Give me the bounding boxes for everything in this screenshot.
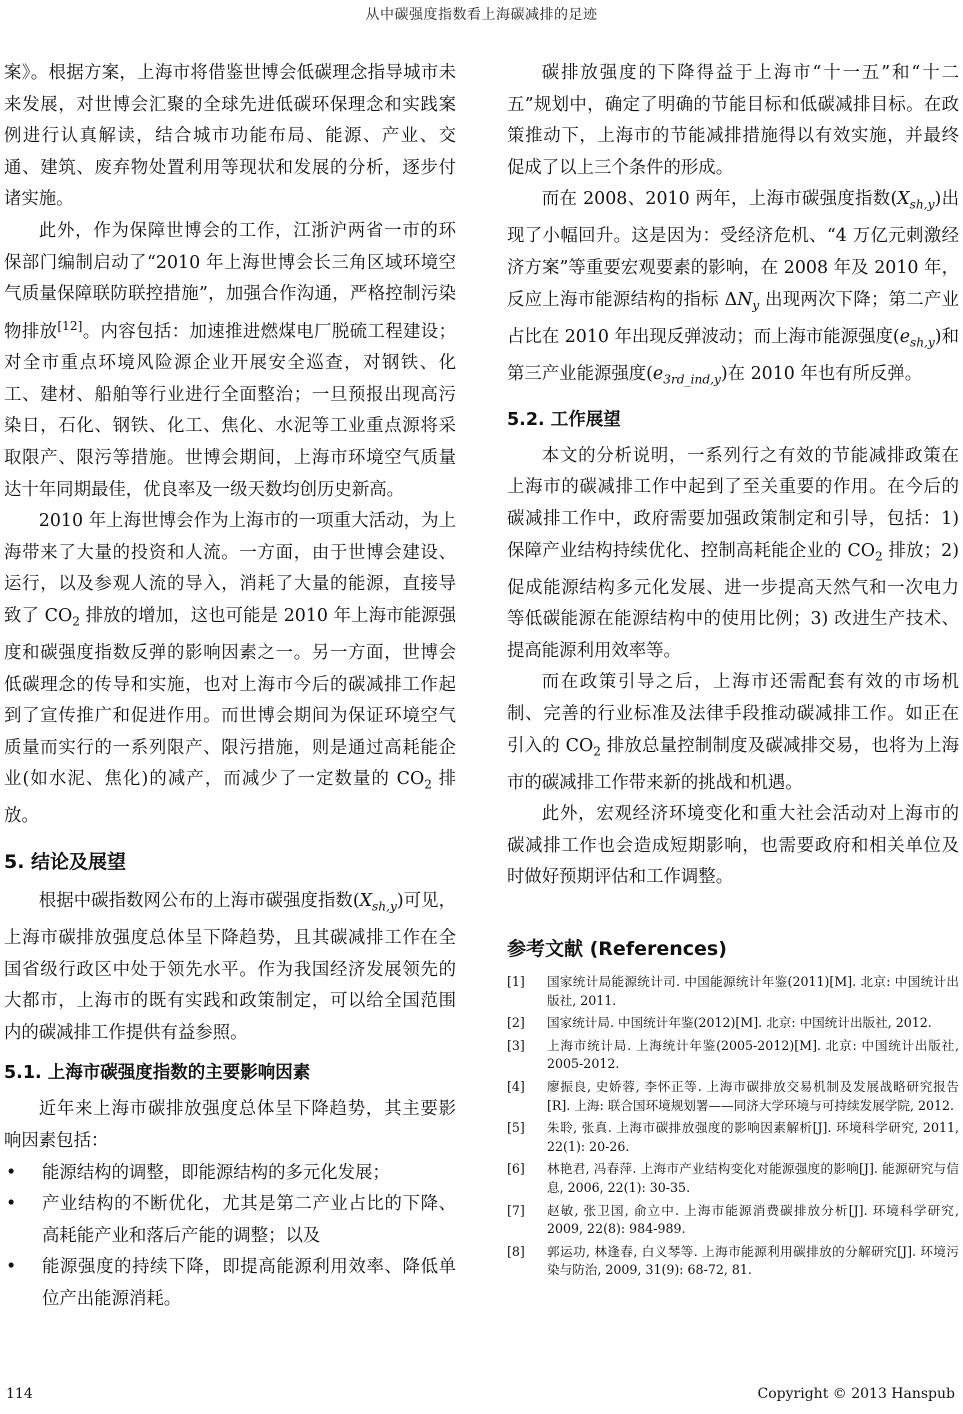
reference-list	[507, 973, 959, 1280]
bullet-icon: •	[6, 1257, 17, 1278]
paragraph: 近年来上海市碳排放强度总体呈下降趋势，其主要影响因素包括：	[4, 1099, 456, 1152]
reference-item: [6] 林艳君, 冯春萍. 上海市产业结构变化对能源强度的影响[J]. 能源研究与信息, 2006, 22(1): 30-35.	[507, 1161, 959, 1195]
subsection-title: 5.1. 上海市碳强度指数的主要影响因素	[4, 1063, 311, 1084]
paragraph: 根据中碳指数网公布的上海市碳强度指数$(X_{sh,y})$可见，上海市碳排放强度总体呈下降趋势，且其碳减排工作在全国省级行政区中处于领先水平。作为我国经济发展领先的大都市，上海市的既有实践和政策制定，可以给全国范围内的碳减排工作提供有益参照。	[4, 890, 456, 1043]
list-item: • 能源结构的调整，即能源结构的多元化发展；	[4, 1158, 456, 1190]
reference-item: [4] 廖振良, 史娇蓉, 李怀正等. 上海市碳排放交易机制及发展战略研究报告[R]. 上海: 联合国环境规划署——同济大学环境与可持续发展学院, 2012.	[507, 1079, 959, 1113]
reference-item: [3] 上海市统计局. 上海统计年鉴(2005-2012)[M]. 北京: 中国统计出版社, 2005-2012.	[507, 1037, 959, 1072]
bullet-icon: •	[6, 1194, 17, 1215]
list-item: • 能源强度的持续下降，即提高能源利用效率、降低单位产出能源消耗。	[4, 1252, 456, 1315]
paragraph: 而在 2008、2010 两年，上海市碳强度指数$(X_{sh,y})$出现了小幅回升。这是因为：受经济危机、“4 万亿元刺激经济方案”等重要宏观要素的影响，在 2008 年及 2010 年，反应上海市能源结构的指标 $\Delta N_y$ 出现两次下降；第二产业占比在 2010 年出现反弹波动；而上海市能源强度$(e_{sh,y})$和第三产业能源强度$(e_{3rd\_ind,y})$在 2010 年也有所反弹。	[507, 189, 959, 387]
reference-item: [2] 国家统计局. 中国统计年鉴(2012)[M]. 北京: 中国统计出版社, 2012.	[507, 1015, 932, 1031]
paragraph: 本文的分析说明，一系列行之有效的节能减排政策在上海市的碳减排工作中起到了至关重要的作用。在今后的碳减排工作中，政府需要加强政策制定和引导，包括：1) 保障产业结构持续优化、控制高耗能企业的 $CO_2$ 排放；2) 促成能源结构多元化发展、进一步提高天然气和一次电力等低碳能源在能源结构中的使用比例；3) 改进生产技术、提高能源利用效率等。	[507, 445, 959, 661]
page-number: 114	[6, 1386, 33, 1402]
section-title: 5. 结论及展望	[4, 850, 127, 873]
paragraph: 而在政策引导之后，上海市还需配套有效的市场机制、完善的行业标准及法律手段推动碳减排工作。如正在引入的 $CO_2$ 排放总量控制制度及碳减排交易，也将为上海市的碳减排工作带来新的挑战和机遇。	[507, 672, 960, 793]
right-column	[507, 58, 959, 1284]
paragraph: 碳排放强度的下降得益于上海市“十一五”和“十二五”规划中，确定了明确的节能目标和低碳减排目标。在政策推动下，上海市的节能减排措施得以有效实施，并最终促成了以上三个条件的形成。	[507, 63, 959, 178]
references-title: 参考文献 (References)	[507, 938, 727, 961]
paragraph: 此外，宏观经济环境变化和重大社会活动对上海市的碳减排工作也会造成短期影响，也需要政府和相关单位及时做好预期评估和工作调整。	[507, 804, 959, 888]
running-header: 从中碳强度指数看上海碳减排的足迹	[365, 7, 598, 23]
paragraph: 此外，作为保障世博会的工作，江浙沪两省一市的环保部门编制启动了“2010 年上海世博会长三角区域环境空气质量保障联防联控措施”，加强合作沟通，严格控制污染物排放[12]。内容包括：加速推进燃煤电厂脱硫工程建设；对全市重点环境风险源企业开展安全巡查，对钢铁、化工、建材、船舶等行业进行全面整治；一旦预报出现高污染日，石化、钢铁、化工、焦化、水泥等工业重点源将采取限产、限污等措施。世博会期间，上海市环境空气质量达十年同期最佳，优良率及一级天数均创历史新高。	[4, 220, 456, 500]
list-item: • 产业结构的不断优化，尤其是第二产业占比的下降、高耗能产业和落后产能的调整；以及	[4, 1189, 456, 1252]
copyright-notice: Copyright © 2013 Hanspub	[757, 1386, 955, 1402]
bullet-list	[4, 1158, 456, 1316]
citation[interactable]: [12]	[57, 318, 83, 333]
reference-item: [1] 国家统计局能源统计司. 中国能源统计年鉴(2011)[M]. 北京: 中国统计出版社, 2011.	[507, 974, 959, 1008]
reference-item: [5] 朱聆, 张真. 上海市碳排放强度的影响因素解析[J]. 环境科学研究, 2011, 22(1): 20-26.	[507, 1120, 959, 1154]
subsection-title: 5.2. 工作展望	[507, 409, 621, 430]
reference-item: [7] 赵敏, 张卫国, 俞立中. 上海市能源消费碳排放分析[J]. 环境科学研究, 2009, 22(8): 984-989.	[507, 1202, 959, 1237]
paragraph: 案》。根据方案，上海市将借鉴世博会低碳理念指导城市未来发展，对世博会汇聚的全球先进低碳环保理念和实践案例进行认真解读，结合城市功能布局、能源、产业、交通、建筑、废弃物处置利用等现状和发展的分析，逐步付诸实施。	[4, 63, 456, 210]
bullet-icon: •	[6, 1162, 17, 1183]
left-column	[4, 58, 456, 1316]
paragraph: 2010 年上海世博会作为上海市的一项重大活动，为上海带来了大量的投资和人流。一方面，由于世博会建设、运行，以及参观人流的导入，消耗了大量的能源，直接导致了 $CO_2$ 排放的增加，这也可能是 2010 年上海市能源强度和碳强度指数反弹的影响因素之一。另一方面，世博会低碳理念的传导和实施，也对上海市今后的碳减排工作起到了宣传推广和促进作用。而世博会期间为保证环境空气质量而实行的一系列限产、限污措施，则是通过高耗能企业(如水泥、焦化)的减产，而减少了一定数量的 $CO_2$ 排放。	[4, 511, 456, 827]
reference-item: [8] 郭运功, 林逢春, 白义琴等. 上海市能源利用碳排放的分解研究[J]. 环境污染与防治, 2009, 31(9): 68-72, 81.	[507, 1243, 959, 1278]
